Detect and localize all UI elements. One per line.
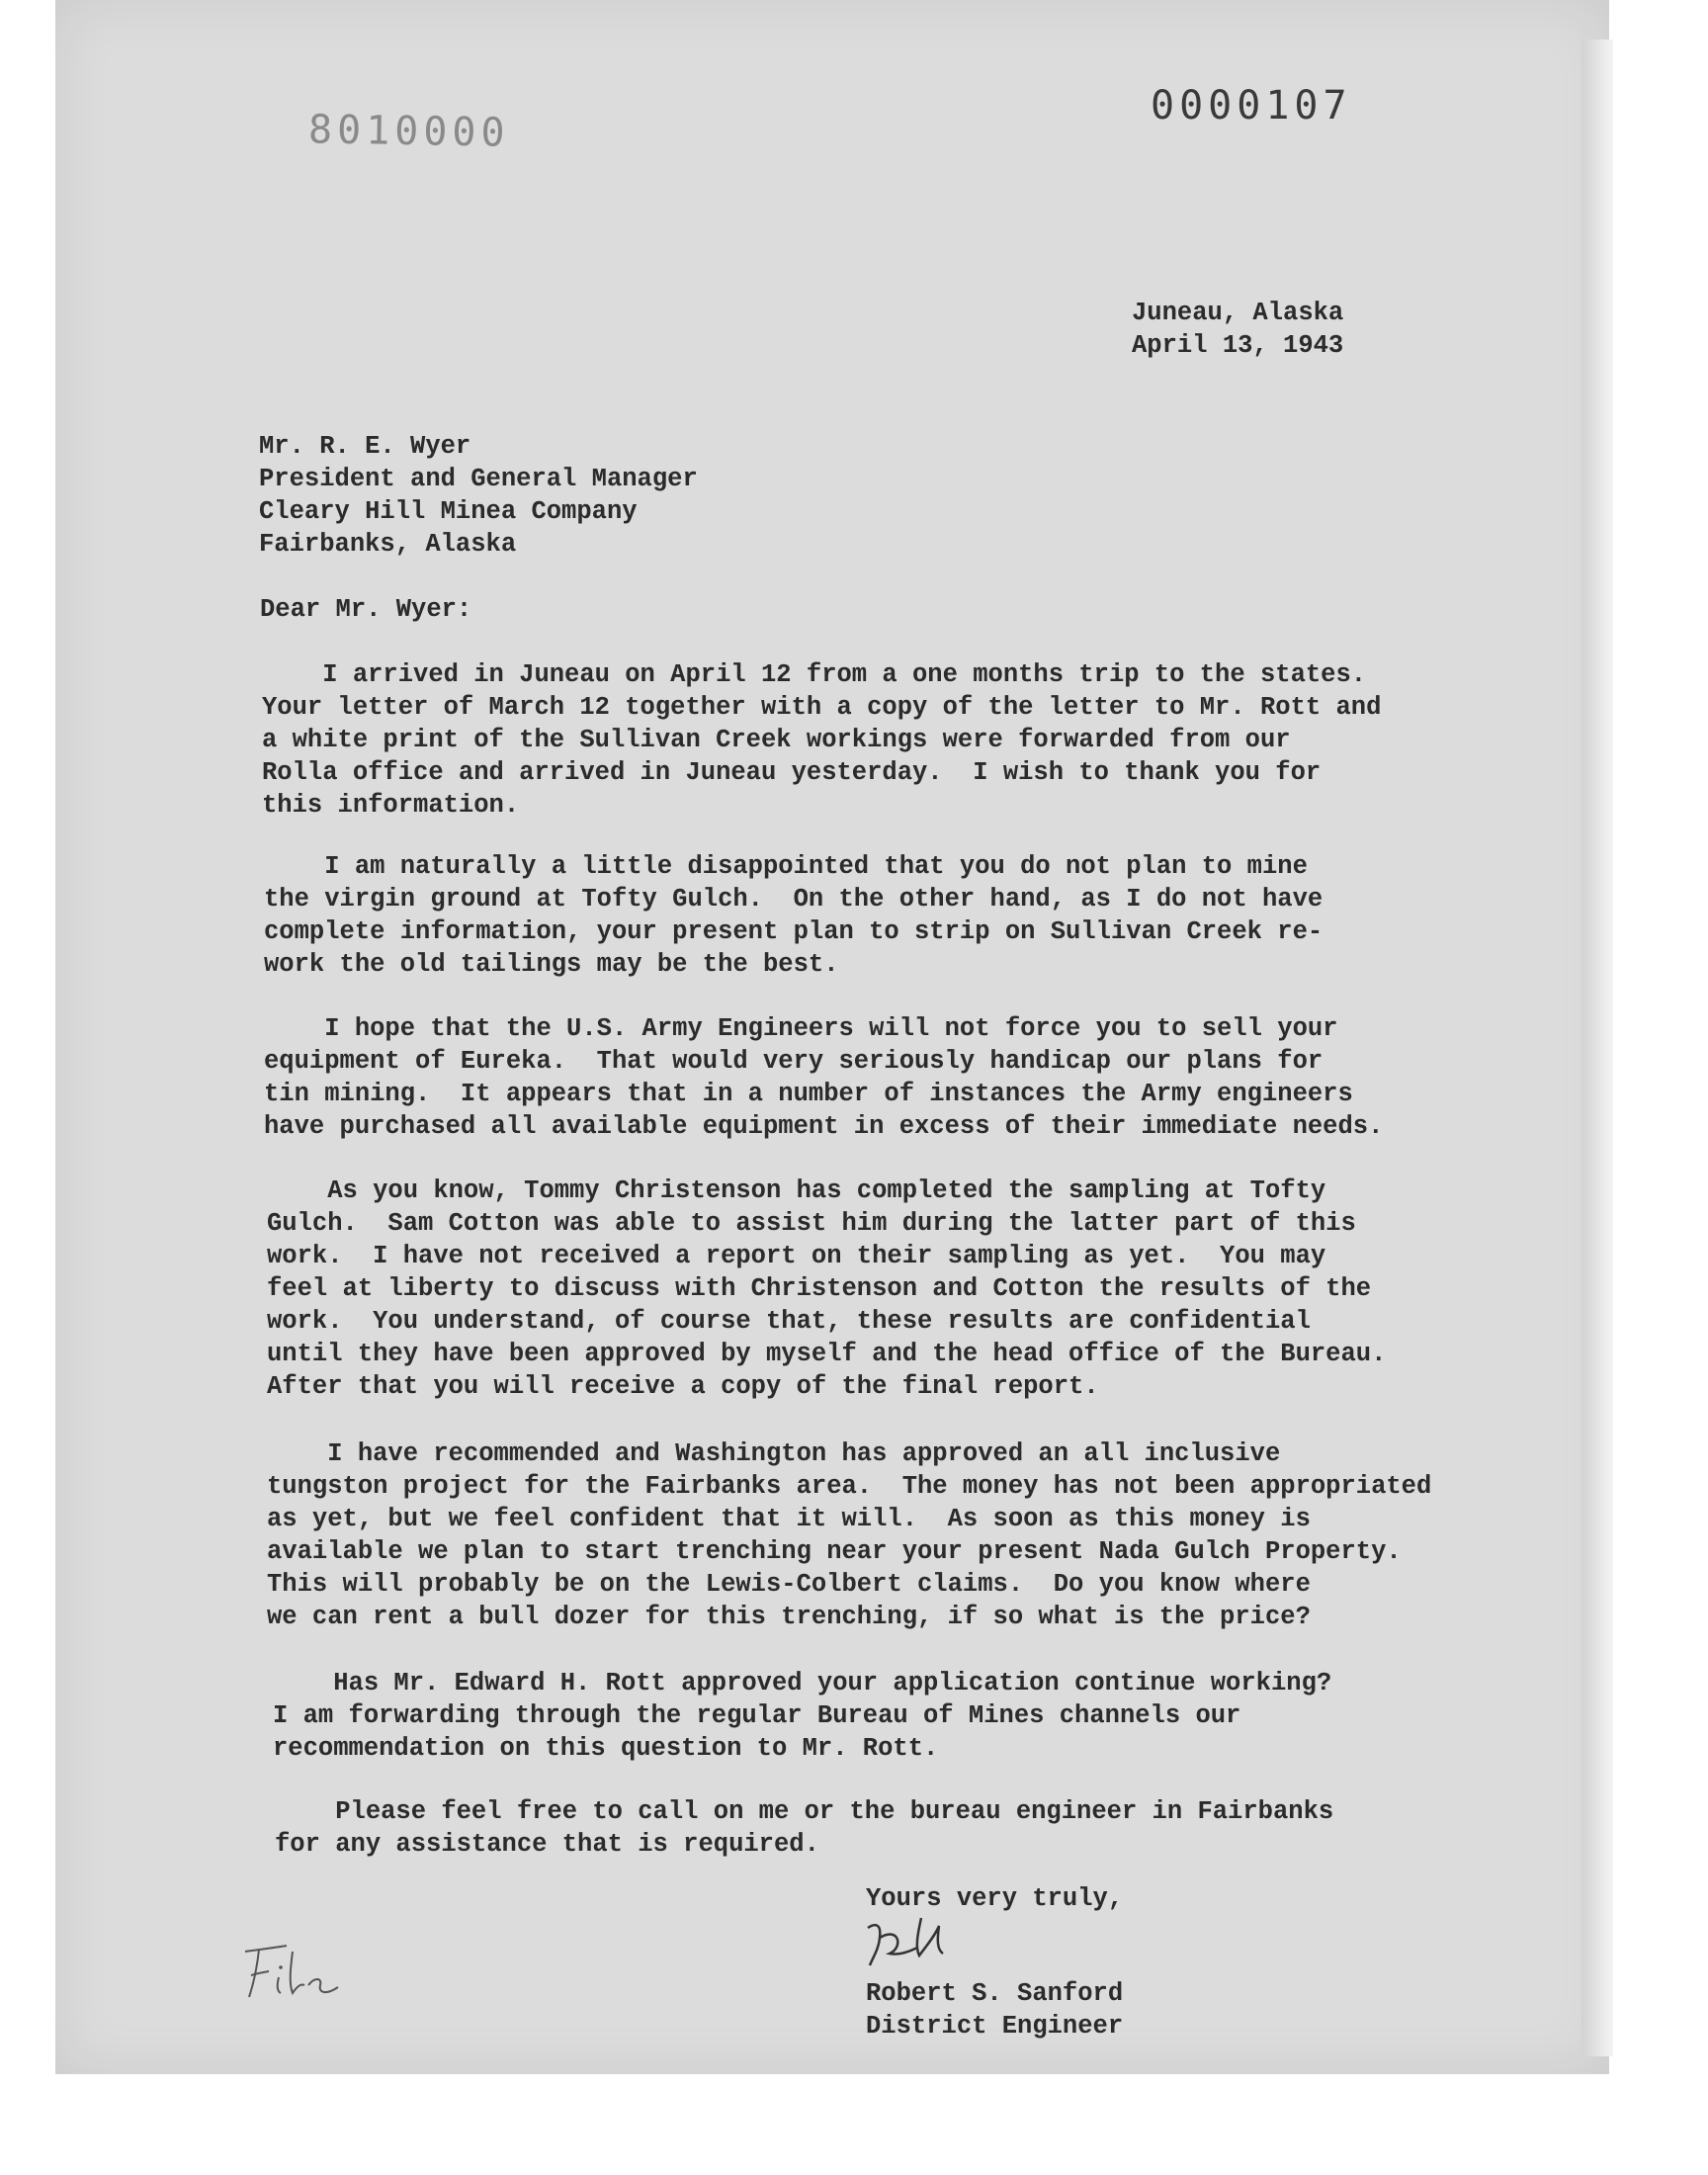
document-number-stamp-right: 0000107: [1151, 83, 1352, 129]
signer-name: Robert S. Sanford: [866, 1979, 1124, 2008]
body-paragraph: Has Mr. Edward H. Rott approved your application continue working? I am forwarding through the regular Bureau of Mines channels our recommendation on this question to Mr. Rott.: [273, 1669, 1332, 1763]
complimentary-closing: Yours very truly,: [866, 1884, 1124, 1913]
body-paragraph: I am naturally a little disappointed that you do not plan to mine the virgin ground at Tofty Gulch. On the other hand, as I do not have complete information, your present plan to strip on Sullivan Creek re- work the old tailings may be the best.: [264, 852, 1324, 979]
salutation: Dear Mr. Wyer:: [260, 595, 472, 624]
address-line: Fairbanks, Alaska: [259, 530, 517, 559]
body-paragraph: I hope that the U.S. Army Engineers will not force you to sell your equipment of Eureka. That would very seriously handicap our plans for tin mining. It appears that in a number of instances the Army engineers have purchased all available equipment in excess of their immediate needs.: [264, 1014, 1384, 1141]
address-line: Mr. R. E. Wyer: [259, 432, 471, 461]
body-paragraph: Please feel free to call on me or the bureau engineer in Fairbanks for any assistance that is required.: [275, 1797, 1334, 1859]
address-line: President and General Manager: [259, 465, 698, 493]
letter-date: April 13, 1943: [1132, 331, 1344, 360]
handwritten-file-note: [235, 1938, 364, 2007]
letter-place: Juneau, Alaska: [1132, 299, 1344, 327]
body-paragraph: I arrived in Juneau on April 12 from a one months trip to the states. Your letter of March 12 together with a copy of the letter to Mr. Rott and a white print of the Sullivan Creek workings were forwarded from our Rolla office and arrived in Juneau yesterday. I wish to thank you for this information.: [262, 660, 1382, 820]
signature-initials: [860, 1908, 979, 1977]
signer-title: District Engineer: [866, 2012, 1124, 2041]
page-edge: [1581, 40, 1613, 2056]
address-line: Cleary Hill Minea Company: [259, 497, 638, 526]
body-paragraph: As you know, Tommy Christenson has completed the sampling at Tofty Gulch. Sam Cotton was able to assist him during the latter part of this work. I have not received a report on their sampling as yet. You may feel at liberty to discuss with Christenson and Cotton the results of the work. You understand, of course that, these results are confidential until they have been approved by myself and the head office of the Bureau. After that you will receive a copy of the final report.: [267, 1176, 1387, 1401]
body-paragraph: I have recommended and Washington has approved an all inclusive tungston project for the Fairbanks area. The money has not been appropriated as yet, but we feel confident that it will. As soon as this money is available we plan to start trenching near your present Nada Gulch Property. This will probably be on the Lewis-Colbert claims. Do you know where we can rent a bull dozer for this trenching, if so what is the price?: [267, 1439, 1432, 1631]
document-number-stamp-left: 8010000: [307, 107, 510, 156]
inside-address: [259, 430, 698, 561]
letter-heading: [1132, 297, 1343, 362]
signer-block: [866, 1977, 1123, 2043]
